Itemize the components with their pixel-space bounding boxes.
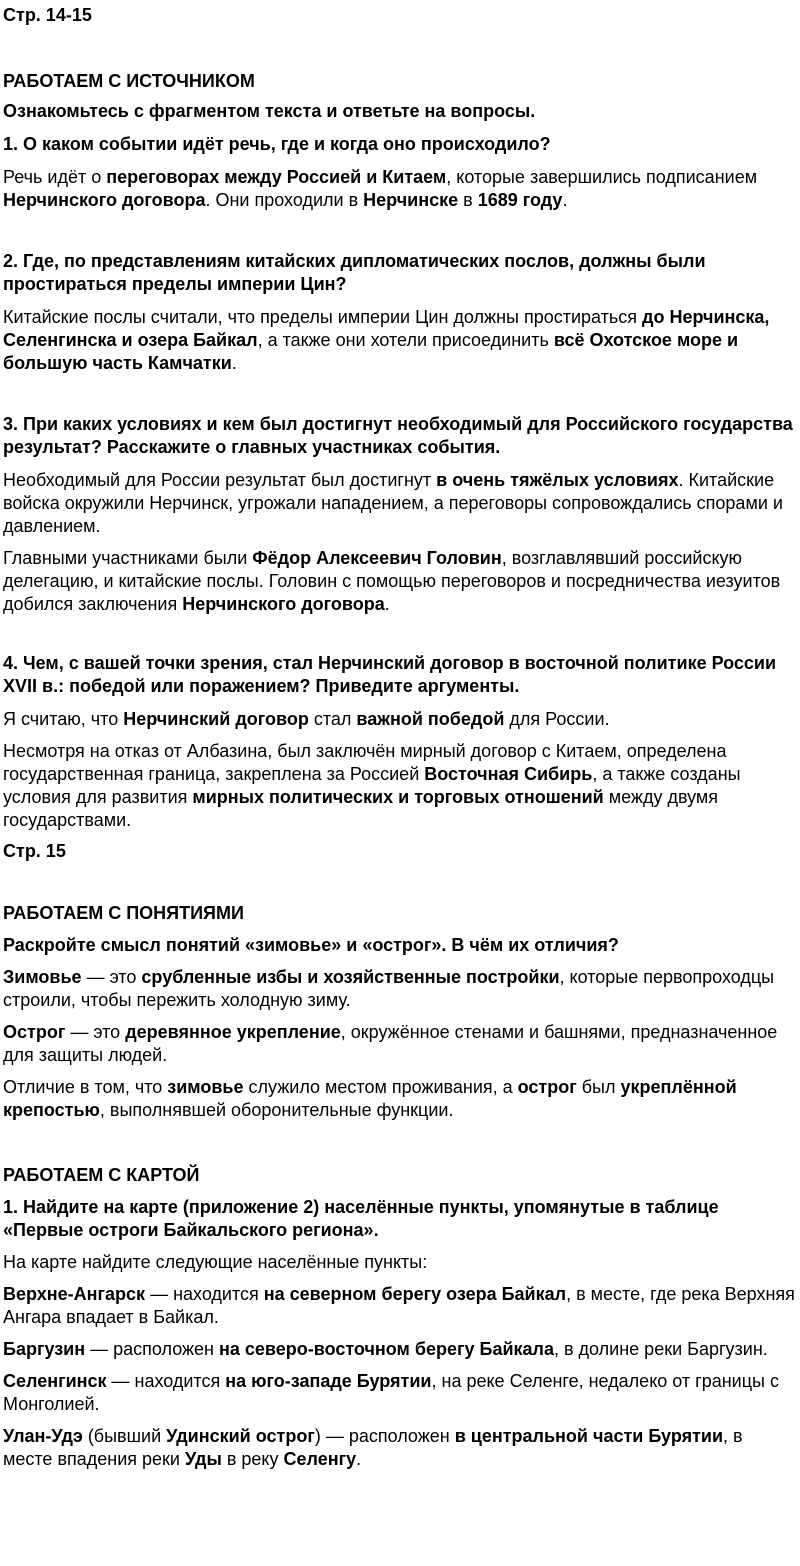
answer-emphasis: Удинский острог (166, 1426, 315, 1446)
concept-difference (3, 1076, 797, 1122)
answer-text: в реку (221, 1449, 284, 1469)
settlement-selenginsk (3, 1370, 797, 1416)
answer-text: в (458, 190, 478, 210)
page-label-14-15: Стр. 14-15 (3, 5, 92, 25)
answer-text: . (356, 1449, 362, 1469)
answer-emphasis: Фёдор Алексеевич Головин (252, 548, 502, 568)
answer-emphasis: Нерчинске (363, 190, 459, 210)
question-1: 1. О каком событии идёт речь, где и когда оно происходило? (3, 134, 551, 154)
answer-text: , в долине реки Баргузин. (553, 1339, 768, 1359)
answer-text: . Китайские войска окружили Нерчинск, угрожали нападением, а переговоры сопровождались спорами и давлением. (3, 470, 783, 536)
answer-text: для России. (504, 709, 610, 729)
answer-3-part-2 (3, 547, 797, 616)
settlement-name: Верхне-Ангарск (3, 1284, 146, 1304)
page-label-15: Стр. 15 (3, 841, 66, 861)
answer-text: — это (81, 967, 142, 987)
section-title-concepts: РАБОТАЕМ С ПОНЯТИЯМИ (3, 903, 244, 923)
answer-emphasis: переговорах между Россией и Китаем (106, 167, 447, 187)
answer-text: . (384, 594, 390, 614)
answer-text: , а также они хотели присоединить (257, 330, 554, 350)
settlement-name: Баргузин (3, 1339, 86, 1359)
answer-emphasis: всё Охотское море и большую часть Камчатки (3, 330, 739, 373)
answer-text: служило местом проживания, а (243, 1077, 518, 1097)
answer-text: был (576, 1077, 621, 1097)
question-3: 3. При каких условиях и кем был достигнут необходимый для Российского государства результат? Расскажите о главных участниках события. (3, 414, 793, 457)
answer-text: , возглавлявший российскую делегацию, и китайские послы. Головин с помощью переговоров и посредничества иезуитов добился заключения (3, 548, 781, 614)
answer-emphasis: Нерчинского договора (3, 190, 206, 210)
answer-text: Китайские послы считали, что пределы империи Цин должны простираться (3, 307, 643, 327)
answer-emphasis: Зимовье (3, 967, 82, 987)
answer-text: Несмотря на отказ от Албазина, был заключён мирный договор с Китаем, определена государственная граница, закреплена за Россией (3, 741, 727, 784)
answer-text: — находится (106, 1371, 226, 1391)
answer-text: Необходимый для России результат был достигнут (3, 470, 437, 490)
answer-text: Речь идёт о (3, 167, 107, 187)
question-4: 4. Чем, с вашей точки зрения, стал Нерчинский договор в восточной политике России XVII в.: победой или поражением? Приведите аргументы. (3, 653, 777, 696)
answer-emphasis: Острог (3, 1022, 66, 1042)
answer-emphasis: на юго-западе Бурятии (225, 1371, 432, 1391)
settlement-ulan-ude (3, 1425, 797, 1471)
answer-text: , которые первопроходцы строили, чтобы пережить холодную зиму. (3, 967, 775, 1010)
answer-text: , которые завершились подписанием (446, 167, 758, 187)
answer-text: . (231, 353, 237, 373)
answer-1 (3, 166, 797, 212)
answer-text: — находится (145, 1284, 264, 1304)
answer-emphasis: в очень тяжёлых условиях (436, 470, 679, 490)
answer-emphasis: 1689 году (477, 190, 563, 210)
answer-emphasis: важной победой (356, 709, 505, 729)
answer-text: стал (308, 709, 357, 729)
answer-emphasis: Нерчинский договор (123, 709, 309, 729)
settlement-name: Селенгинск (3, 1371, 107, 1391)
answer-emphasis: Нерчинского договора (182, 594, 385, 614)
instruction-text: Ознакомьтесь с фрагментом текста и ответьте на вопросы. (3, 101, 536, 121)
answer-4-part-1 (3, 708, 797, 731)
answer-text: , окружённое стенами и башнями, предназначенное для защиты людей. (3, 1022, 778, 1065)
answer-text: , на реке Селенге, недалеко от границы с Монголией. (3, 1371, 779, 1414)
answer-4-part-2 (3, 740, 797, 832)
question-2: 2. Где, по представлениям китайских дипломатических послов, должны были простираться пределы империи Цин? (3, 251, 706, 294)
section-title-map: РАБОТАЕМ С КАРТОЙ (3, 1165, 200, 1185)
concept-zimovye (3, 966, 797, 1012)
answer-emphasis: острог (517, 1077, 577, 1097)
map-intro: На карте найдите следующие населённые пункты: (3, 1252, 428, 1272)
answer-text: между двумя государствами. (3, 787, 719, 830)
answer-text: . (562, 190, 568, 210)
answer-text: Главными участниками были (3, 548, 253, 568)
answer-text: ) — расположен (314, 1426, 455, 1446)
answer-text: — расположен (85, 1339, 220, 1359)
answer-text: Я считаю, что (3, 709, 124, 729)
answer-emphasis: до Нерчинска, Селенгинска и озера Байкал (3, 307, 770, 350)
concept-ostrog (3, 1021, 797, 1067)
answer-emphasis: укреплённой крепостью (3, 1077, 737, 1120)
answer-emphasis: Уды (184, 1449, 222, 1469)
answer-text: — это (65, 1022, 126, 1042)
answer-emphasis: срубленные избы и хозяйственные постройки (141, 967, 560, 987)
answer-emphasis: мирных политических и торговых отношений (192, 787, 604, 807)
answer-text: , в месте впадения реки (3, 1426, 743, 1469)
settlement-barguzin (3, 1338, 797, 1361)
answer-text: (бывший (82, 1426, 167, 1446)
answer-emphasis: деревянное укрепление (125, 1022, 341, 1042)
answer-emphasis: Селенгу (283, 1449, 357, 1469)
answer-emphasis: на северном берегу озера Байкал (263, 1284, 567, 1304)
answer-emphasis: Восточная Сибирь (424, 764, 593, 784)
concepts-question: Раскройте смысл понятий «зимовье» и «острог». В чём их отличия? (3, 935, 619, 955)
answer-text: Отличие в том, что (3, 1077, 168, 1097)
answer-emphasis: зимовье (167, 1077, 244, 1097)
settlement-name: Улан-Удэ (3, 1426, 83, 1446)
map-question-1: 1. Найдите на карте (приложение 2) населённые пункты, упомянутые в таблице «Первые остроги Байкальского региона». (3, 1197, 719, 1240)
answer-text: , а также созданы условия для развития (3, 764, 741, 807)
answer-2 (3, 306, 797, 375)
answer-text: . Они проходили в (205, 190, 364, 210)
answer-text: , выполнявшей оборонительные функции. (99, 1100, 454, 1120)
answer-emphasis: на северо-восточном берегу Байкала (219, 1339, 554, 1359)
answer-emphasis: в центральной части Бурятии (454, 1426, 724, 1446)
section-title-source: РАБОТАЕМ С ИСТОЧНИКОМ (3, 71, 255, 91)
answer-text: , в месте, где река Верхняя Ангара впадает в Байкал. (3, 1284, 795, 1327)
answer-3-part-1 (3, 469, 797, 538)
settlement-verkhne-angarsk (3, 1283, 797, 1329)
